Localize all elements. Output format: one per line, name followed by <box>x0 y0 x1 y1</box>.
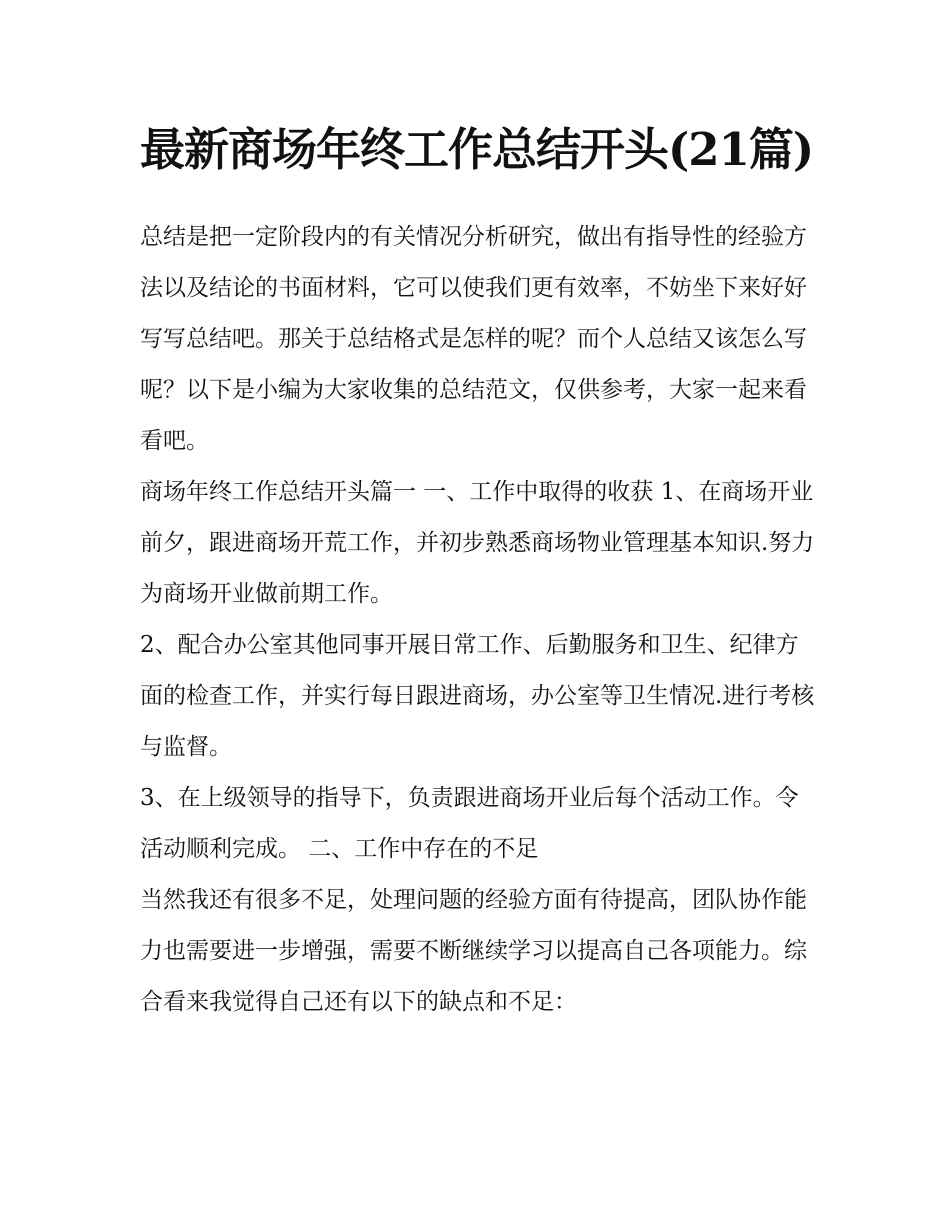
body-paragraph-3: 3、在上级领导的指导下，负责跟进商场开业后每个活动工作。令活动顺利完成。 二、工作中存在的不足 <box>140 785 799 862</box>
body-paragraph-2: 2、配合办公室其他同事开展日常工作、后勤服务和卫生、纪律方面的检查工作，并实行每日跟进商场，办公室等卫生情况.进行考核与监督。 <box>140 632 815 760</box>
document-title: 最新商场年终工作总结开头(21篇) <box>140 123 814 176</box>
intro-paragraph: 总结是把一定阶段内的有关情况分析研究，做出有指导性的经验方法以及结论的书面材料，它可以使我们更有效率，不妨坐下来好好写写总结吧。那关于总结格式是怎样的呢？而个人总结又该怎么写呢？以下是小编为大家收集的总结范文，仅供参考，大家一起来看看吧。 <box>140 224 807 454</box>
body-paragraph-1: 商场年终工作总结开头篇一 一、工作中取得的收获 1、在商场开业前夕，跟进商场开荒工作，并初步熟悉商场物业管理基本知识.努力为商场开业做前期工作。 <box>140 479 815 607</box>
document-page <box>140 112 820 1028</box>
body-paragraph-4: 当然我还有很多不足，处理问题的经验方面有待提高，团队协作能力也需要进一步增强，需要不断继续学习以提高自己各项能力。综合看来我觉得自己还有以下的缺点和不足： <box>140 887 807 1015</box>
